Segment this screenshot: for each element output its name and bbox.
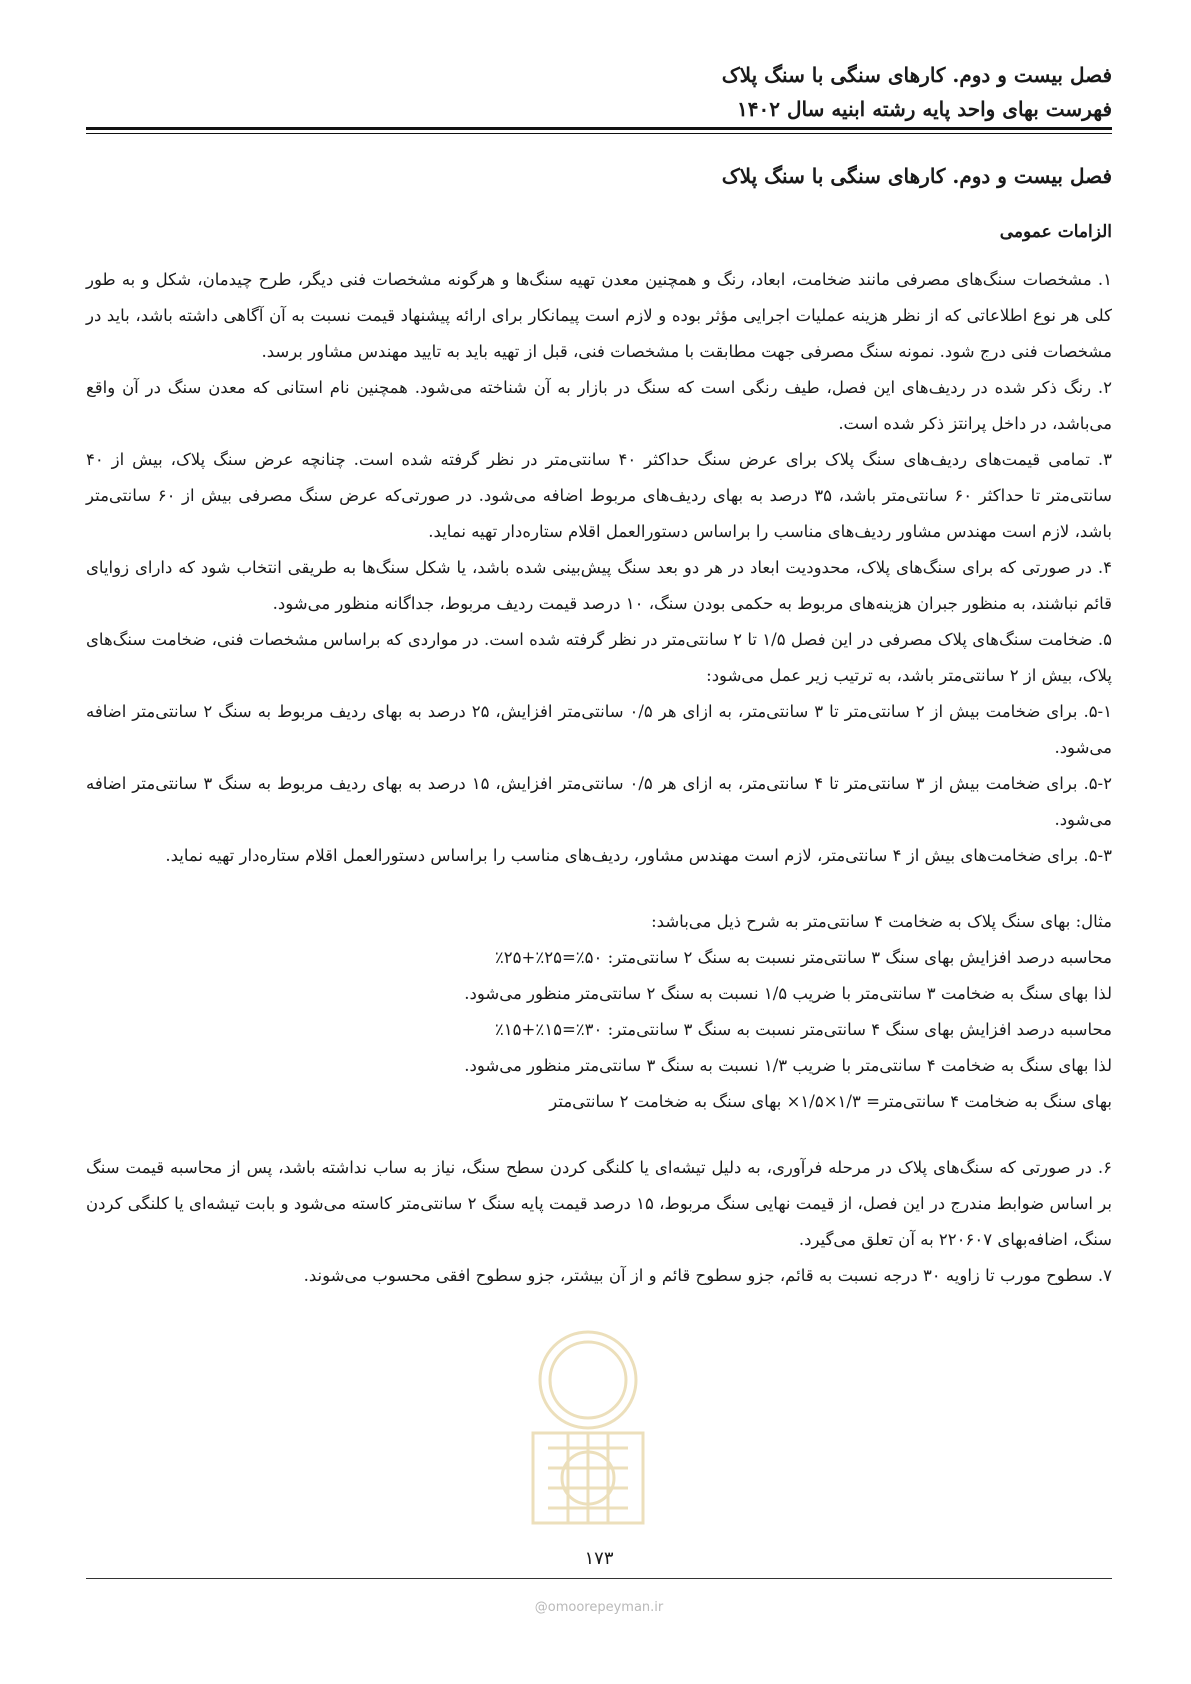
example-line: لذا بهای سنگ به ضخامت ۳ سانتی‌متر با ضریب ۱/۵ نسبت به سنگ ۲ سانتی‌متر منظور می‌شود. <box>464 984 1112 1003</box>
watermark-logo-icon <box>493 1318 683 1548</box>
paragraph-5-2: ۵-۲. برای ضخامت بیش از ۳ سانتی‌متر تا ۴ سانتی‌متر، به ازای هر ۰/۵ سانتی‌متر افزایش، ۱۵ درصد به بهای ردیف مربوط به سنگ ۳ سانتی‌متر اضافه می‌شود. <box>86 774 1112 829</box>
page-number: ۱۷۳ <box>584 1548 614 1569</box>
chapter-title: فصل بیست و دوم. کارهای سنگی با سنگ پلاک <box>721 164 1112 188</box>
header-chapter: فصل بیست و دوم. کارهای سنگی با سنگ پلاک <box>721 63 1112 87</box>
example-line: محاسبه درصد افزایش بهای سنگ ۳ سانتی‌متر نسبت به سنگ ۲ سانتی‌متر: ۵۰٪=۲۵٪+۲۵٪ <box>494 948 1112 967</box>
paragraph-7: ۷. سطوح مورب تا زاویه ۳۰ درجه نسبت به قائم، جزو سطوح قائم و از آن بیشتر، جزو سطوح افقی محسوب می‌شوند. <box>303 1266 1112 1285</box>
example-line: مثال: بهای سنگ پلاک به ضخامت ۴ سانتی‌متر به شرح ذیل می‌باشد: <box>651 912 1112 931</box>
footer-rule <box>86 1578 1112 1579</box>
paragraph-6: ۶. در صورتی که سنگ‌های پلاک در مرحله فرآوری، به دلیل تیشه‌ای یا کلنگی کردن سطح سنگ، نیاز به ساب نداشته باشد، پس از محاسبه قیمت سنگ بر اساس ضوابط مندرج در این فصل، از قیمت نهایی سنگ مربوط، ۱۵ درصد قیمت پایه سنگ ۲ سانتی‌متر کاسته می‌شود و بابت تیشه‌ای یا کلنگی کردن سنگ، اضافه‌بهای ۲۲۰۶۰۷ به آن تعلق می‌گیرد. <box>86 1158 1112 1249</box>
running-header <box>86 58 1112 126</box>
paragraph-3: ۳. تمامی قیمت‌های ردیف‌های سنگ پلاک برای عرض سنگ حداکثر ۴۰ سانتی‌متر در نظر گرفته شده است. چنانچه عرض سنگ پلاک، بیش از ۴۰ سانتی‌متر تا حداکثر ۶۰ سانتی‌متر باشد، ۳۵ درصد به بهای ردیف‌های مربوط اضافه می‌شود. در صورتی‌که عرض سنگ مصرفی بیش از ۶۰ سانتی‌متر باشد، لازم است مهندس مشاور ردیف‌های مناسب را براساس دستورالعمل اقلام ستاره‌دار تهیه نماید. <box>86 450 1113 541</box>
paragraph-1: ۱. مشخصات سنگ‌های مصرفی مانند ضخامت، ابعاد، رنگ و همچنین معدن تهیه سنگ‌ها و هرگونه مشخصات فنی دیگر، طرح چیدمان، شکل و به طور کلی هر نوع اطلاعاتی که از نظر هزینه عملیات اجرایی مؤثر بوده و لازم است پیمانکار برای ارائه پیشنهاد قیمت نسبت به آن آگاهی داشته باشد، باید در مشخصات فنی درج شود. نمونه سنگ مصرفی جهت مطابقت با مشخصات فنی، قبل از تهیه باید به تایید مهندس مشاور برسد. <box>86 270 1112 361</box>
paragraph-4: ۴. در صورتی که برای سنگ‌های پلاک، محدودیت ابعاد در هر دو بعد سنگ پیش‌بینی شده باشد، یا شکل سنگ‌ها به طریقی انتخاب شود که دارای زوایای قائم نباشند، به منظور جبران هزینه‌های مربوط به حکمی بودن سنگ، ۱۰ درصد قیمت ردیف مربوط، جداگانه منظور می‌شود. <box>86 558 1112 613</box>
header-rule-thick <box>86 127 1112 130</box>
section-title: الزامات عمومی <box>999 222 1112 242</box>
paragraph-2: ۲. رنگ ذکر شده در ردیف‌های این فصل، طیف رنگی است که سنگ در بازار به آن شناخته می‌شود. همچنین نام استانی که معدن سنگ در آن واقع می‌باشد، در داخل پرانتز ذکر شده است. <box>86 378 1112 433</box>
body-text <box>86 262 1112 1294</box>
example-line: محاسبه درصد افزایش بهای سنگ ۴ سانتی‌متر نسبت به سنگ ۳ سانتی‌متر: ۳۰٪=۱۵٪+۱۵٪ <box>494 1020 1112 1039</box>
paragraph-5-3: ۵-۳. برای ضخامت‌های بیش از ۴ سانتی‌متر، لازم است مهندس مشاور، ردیف‌های مناسب را براساس دستورالعمل اقلام ستاره‌دار تهیه نماید. <box>165 846 1112 865</box>
example-line: لذا بهای سنگ به ضخامت ۴ سانتی‌متر با ضریب ۱/۳ نسبت به سنگ ۳ سانتی‌متر منظور می‌شود. <box>464 1056 1112 1075</box>
paragraph-5: ۵. ضخامت سنگ‌های پلاک مصرفی در این فصل ۱/۵ تا ۲ سانتی‌متر در نظر گرفته شده است. در مواردی که براساس مشخصات فنی، ضخامت سنگ‌های پلاک، بیش از ۲ سانتی‌متر باشد، به ترتیب زیر عمل می‌شود: <box>86 630 1112 685</box>
header-rule-thin <box>86 133 1112 134</box>
header-book-title: فهرست بهای واحد پایه رشته ابنیه سال ۱۴۰۲ <box>737 97 1112 121</box>
example-block <box>86 904 1112 1120</box>
example-line: بهای سنگ به ضخامت ۴ سانتی‌متر= ۱/۳×۱/۵× بهای سنگ به ضخامت ۲ سانتی‌متر <box>549 1092 1112 1111</box>
footer-site: @omoorepeyman.ir <box>534 1600 664 1615</box>
paragraph-5-1: ۵-۱. برای ضخامت بیش از ۲ سانتی‌متر تا ۳ سانتی‌متر، به ازای هر ۰/۵ سانتی‌متر افزایش، ۲۵ درصد به بهای ردیف مربوط به سنگ ۲ سانتی‌متر اضافه می‌شود. <box>86 702 1112 757</box>
